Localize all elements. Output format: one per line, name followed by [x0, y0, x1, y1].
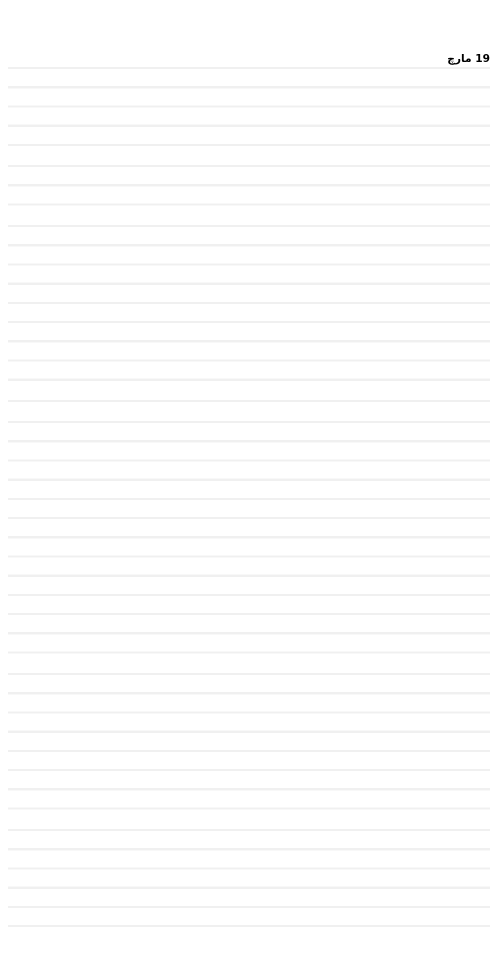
article-title: [8, 6, 490, 28]
article-byline: [8, 30, 490, 48]
paragraph-7: [8, 812, 490, 927]
paragraph-5-quote: [8, 404, 490, 654]
paragraph-2: [8, 148, 490, 206]
paragraph-1: [8, 50, 490, 146]
paragraph-6: [8, 656, 490, 810]
paragraph-3: [8, 208, 490, 381]
paragraph-4: [8, 383, 490, 402]
inline-date: 19 مارچ: [447, 53, 490, 65]
